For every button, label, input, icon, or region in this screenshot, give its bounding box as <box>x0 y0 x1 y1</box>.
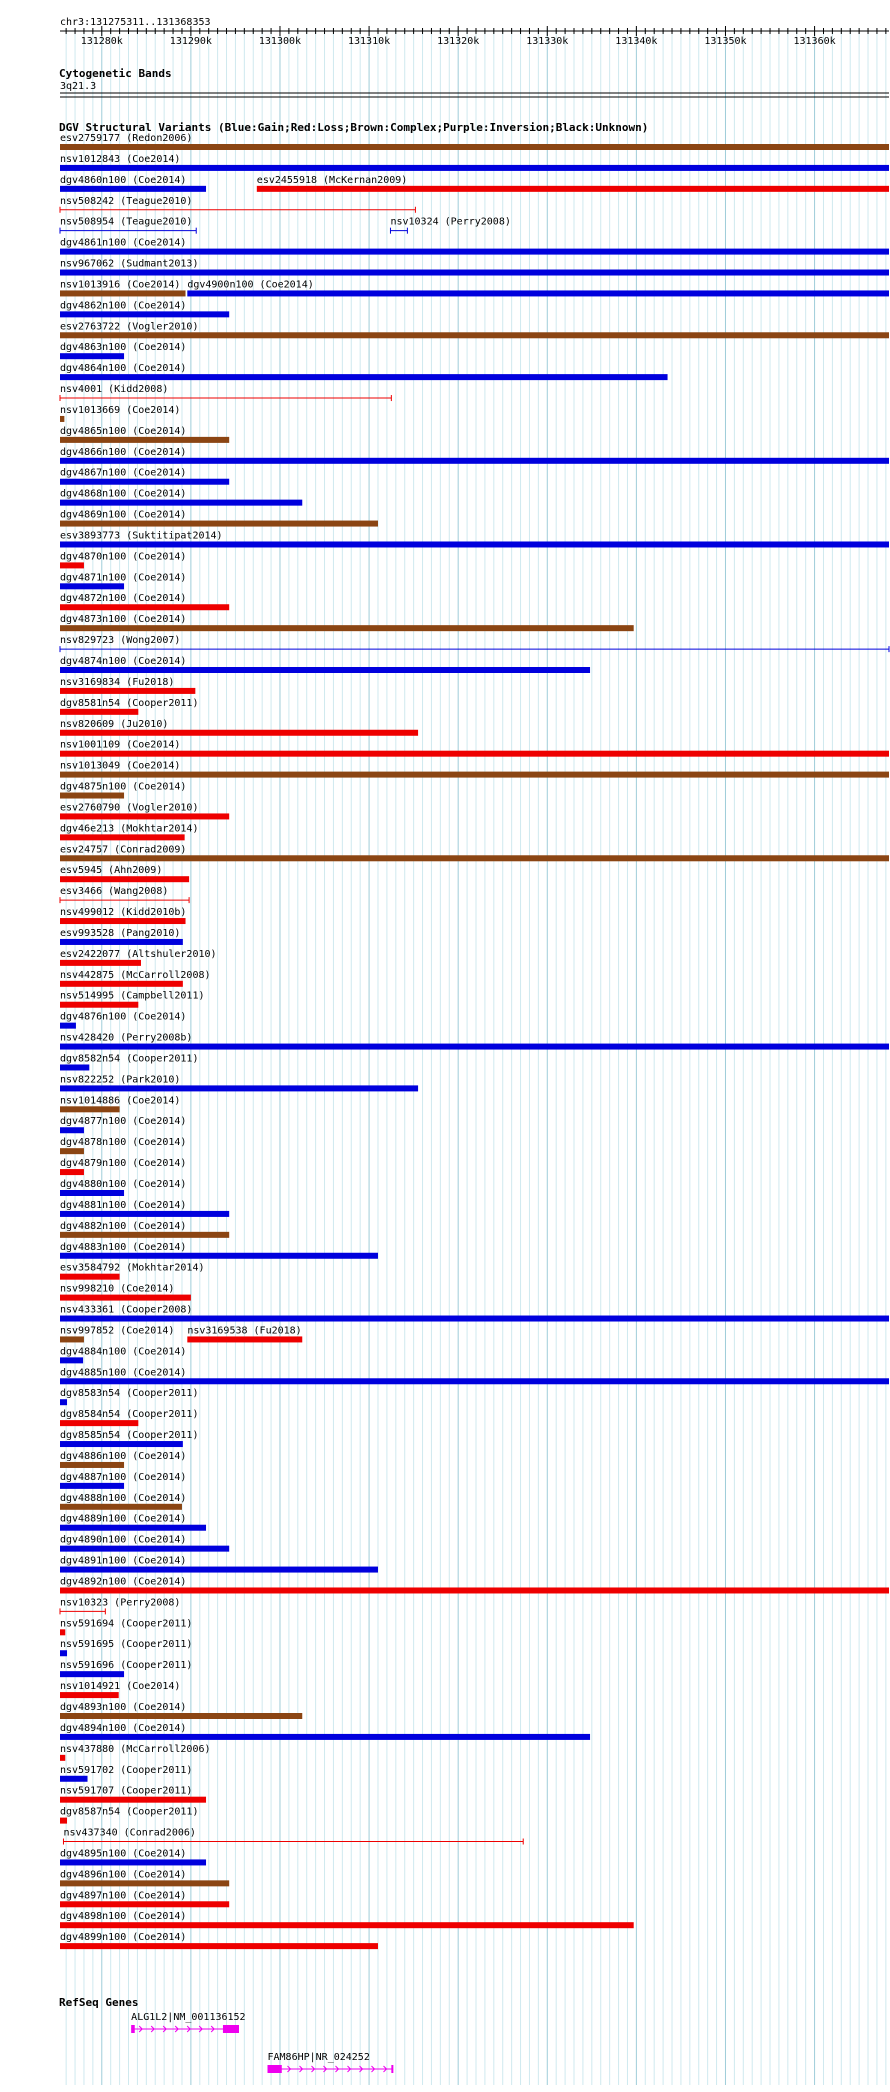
variant-label: dgv4883n100 (Coe2014) <box>60 1241 187 1253</box>
variant-label: dgv4866n100 (Coe2014) <box>60 446 187 458</box>
variant-bar <box>60 772 889 778</box>
variant-label: dgv4880n100 (Coe2014) <box>60 1179 187 1190</box>
variant-label: nsv1014886 (Coe2014) <box>60 1095 181 1107</box>
variant-label: dgv4893n100 (Coe2014) <box>60 1702 187 1713</box>
variant-bar <box>60 918 186 924</box>
variant-feature[interactable] <box>60 1890 229 1907</box>
variant-feature[interactable] <box>60 1388 198 1405</box>
variant-label: esv2760790 (Vogler2010) <box>60 802 199 814</box>
variant-label: dgv4876n100 (Coe2014) <box>60 1011 187 1023</box>
variant-feature[interactable] <box>60 1158 186 1175</box>
variant-feature[interactable] <box>60 133 889 150</box>
variant-feature[interactable] <box>60 1284 191 1301</box>
variant-label: nsv433361 (Cooper2008) <box>60 1304 193 1316</box>
variant-feature[interactable] <box>60 1325 174 1342</box>
variant-feature[interactable] <box>60 342 186 359</box>
variant-feature[interactable] <box>390 217 510 234</box>
gene-label: ALG1L2|NM_001136152 <box>131 2012 246 2023</box>
variant-feature[interactable] <box>60 1493 186 1510</box>
variant-label: nsv820609 (Ju2010) <box>60 718 169 730</box>
variant-feature[interactable] <box>60 740 889 757</box>
variant-label: nsv829723 (Wong2007) <box>60 635 181 647</box>
variant-bar <box>60 1274 120 1280</box>
variant-bar <box>60 458 889 464</box>
variant-bar <box>60 1190 124 1196</box>
variant-feature[interactable] <box>60 782 186 799</box>
variant-bar <box>60 562 84 568</box>
variant-label: esv3893773 (Suktitipat2014) <box>60 530 223 542</box>
variant-label: dgv4862n100 (Coe2014) <box>60 300 187 312</box>
variant-label: nsv1013669 (Coe2014) <box>60 404 181 416</box>
variant-bar <box>60 1169 84 1175</box>
variant-label: dgv4896n100 (Coe2014) <box>60 1869 187 1881</box>
gene-feature[interactable] <box>268 2052 394 2073</box>
variant-bar <box>60 374 668 380</box>
variant-label: dgv4897n100 (Coe2014) <box>60 1890 187 1902</box>
variant-bar <box>60 960 141 966</box>
variant-label: esv24757 (Conrad2009) <box>60 844 187 856</box>
region-label: chr3:131275311..131368353 <box>60 17 211 28</box>
variant-feature[interactable] <box>60 761 889 778</box>
variant-feature[interactable] <box>60 279 186 296</box>
variant-label: nsv591696 (Cooper2011) <box>60 1660 193 1672</box>
variant-label: nsv967062 (Sudmant2013) <box>60 258 199 270</box>
variant-bar <box>60 1044 889 1050</box>
variant-label: dgv4898n100 (Coe2014) <box>60 1911 187 1923</box>
variant-bar <box>60 1734 590 1740</box>
variant-feature[interactable] <box>60 1346 186 1363</box>
variant-feature[interactable] <box>60 1869 229 1886</box>
variant-label: dgv4895n100 (Coe2014) <box>60 1848 187 1860</box>
variant-label: nsv1013916 (Coe2014) <box>60 279 181 291</box>
variant-feature[interactable] <box>60 677 195 694</box>
variant-bar <box>60 1629 65 1635</box>
variant-bar <box>60 981 183 987</box>
variant-label: nsv1013049 (Coe2014) <box>60 760 181 772</box>
variant-bar <box>60 793 124 799</box>
variant-label: dgv4894n100 (Coe2014) <box>60 1722 187 1734</box>
variant-feature[interactable] <box>63 1828 523 1845</box>
variant-bar <box>60 1253 378 1259</box>
variant-label: dgv4890n100 (Coe2014) <box>60 1534 187 1546</box>
variant-bar <box>60 813 229 819</box>
variant-label: dgv4877n100 (Coe2014) <box>60 1116 187 1128</box>
ruler-tick-label: 131300k <box>258 36 302 47</box>
variant-bar <box>60 1399 67 1405</box>
variant-bar <box>60 1002 138 1008</box>
variant-label: dgv4879n100 (Coe2014) <box>60 1158 187 1170</box>
variant-bar <box>60 1336 84 1342</box>
variant-label: esv2455918 (McKernan2009) <box>256 174 408 186</box>
variant-feature[interactable] <box>60 1807 198 1824</box>
gene-exon <box>268 2065 282 2073</box>
variant-label: nsv10323 (Perry2008) <box>60 1597 181 1609</box>
ruler-tick-label: 131360k <box>793 36 836 47</box>
variant-bar <box>60 583 124 589</box>
variant-bar <box>60 1483 124 1489</box>
variant-bar <box>60 667 590 673</box>
variant-label: nsv3169538 (Fu2018) <box>187 1325 302 1337</box>
variant-label: esv993528 (Pang2010) <box>60 927 181 939</box>
variant-feature[interactable] <box>60 259 889 276</box>
variant-feature[interactable] <box>60 844 889 861</box>
variant-label: dgv4873n100 (Coe2014) <box>60 614 187 626</box>
gene-feature[interactable] <box>131 2012 245 2033</box>
variant-label: dgv4884n100 (Coe2014) <box>60 1346 187 1358</box>
variant-label: nsv437880 (McCarroll2006) <box>60 1743 211 1755</box>
variant-label: dgv4892n100 (Coe2014) <box>60 1576 187 1588</box>
variant-feature[interactable] <box>60 530 889 547</box>
variant-feature[interactable] <box>60 1221 229 1238</box>
variant-feature[interactable] <box>60 551 186 568</box>
variant-feature[interactable] <box>60 1033 889 1050</box>
variant-label: esv2422077 (Altshuler2010) <box>60 948 217 960</box>
variant-label: nsv822252 (Park2010) <box>60 1074 181 1086</box>
variant-bar <box>60 1818 67 1824</box>
variant-label: nsv4001 (Kidd2008) <box>60 384 169 396</box>
variant-feature[interactable] <box>60 635 889 652</box>
variant-feature[interactable] <box>60 1744 211 1761</box>
variant-feature[interactable] <box>60 510 378 527</box>
variant-label: dgv4867n100 (Coe2014) <box>60 467 187 479</box>
variant-label: nsv514995 (Campbell2011) <box>60 990 205 1002</box>
variant-bar <box>60 1504 182 1510</box>
variant-bar <box>60 270 889 276</box>
variant-bar <box>60 1106 120 1112</box>
variant-feature[interactable] <box>60 802 229 819</box>
variant-feature[interactable] <box>60 196 415 213</box>
variant-feature[interactable] <box>60 1576 889 1593</box>
variant-label: dgv4885n100 (Coe2014) <box>60 1367 187 1379</box>
variant-feature[interactable] <box>60 928 183 945</box>
variant-bar <box>60 1148 84 1154</box>
variant-feature[interactable] <box>60 1932 378 1949</box>
variant-bar <box>60 939 183 945</box>
variant-label: esv3584792 (Mokhtar2014) <box>60 1262 205 1274</box>
variant-feature[interactable] <box>60 1451 186 1468</box>
variant-feature[interactable] <box>60 300 229 317</box>
variant-feature[interactable] <box>60 949 217 966</box>
ruler-tick-label: 131280k <box>80 36 123 47</box>
variant-bar <box>60 541 889 547</box>
variant-feature[interactable] <box>60 1367 889 1384</box>
variant-bar <box>60 165 889 171</box>
variant-label: dgv4891n100 (Coe2014) <box>60 1555 187 1567</box>
variant-bar <box>60 1211 229 1217</box>
variant-feature[interactable] <box>60 698 198 715</box>
variant-bar <box>60 1232 229 1238</box>
variant-feature[interactable] <box>60 1053 198 1070</box>
variant-bar <box>60 834 185 840</box>
variant-label: nsv442875 (McCarroll2008) <box>60 969 211 981</box>
variant-feature[interactable] <box>60 217 196 234</box>
variant-feature[interactable] <box>60 593 229 610</box>
cytoband-track-title: Cytogenetic Bands <box>59 67 172 80</box>
variant-label: dgv4888n100 (Coe2014) <box>60 1492 187 1504</box>
variant-label: dgv4868n100 (Coe2014) <box>60 488 187 500</box>
ruler-tick-label: 131340k <box>615 36 658 47</box>
dgv-track <box>60 133 889 1949</box>
variant-feature[interactable] <box>60 1681 180 1698</box>
variant-bar <box>60 1587 889 1593</box>
variant-feature[interactable] <box>60 468 229 485</box>
variant-bar <box>60 416 64 422</box>
variant-bar <box>60 625 634 631</box>
variant-label: dgv8581n54 (Cooper2011) <box>60 697 199 709</box>
variant-bar <box>60 437 229 443</box>
variant-label: dgv4882n100 (Coe2014) <box>60 1220 187 1232</box>
variant-label: dgv4886n100 (Coe2014) <box>60 1450 187 1462</box>
variant-feature[interactable] <box>60 1012 186 1029</box>
variant-label: dgv8583n54 (Cooper2011) <box>60 1388 199 1400</box>
variant-feature[interactable] <box>60 1305 889 1322</box>
variant-feature[interactable] <box>60 405 180 422</box>
variant-feature[interactable] <box>60 363 668 380</box>
refseq-track-title: RefSeq Genes <box>59 1996 139 2009</box>
variant-label: dgv4878n100 (Coe2014) <box>60 1137 187 1149</box>
cytoband-label: 3q21.3 <box>60 81 97 92</box>
variant-feature[interactable] <box>257 175 889 192</box>
variant-bar <box>60 1441 183 1447</box>
variant-feature[interactable] <box>60 1848 206 1865</box>
variant-label: nsv437340 (Conrad2006) <box>63 1827 196 1839</box>
variant-bar <box>60 1064 89 1070</box>
variant-bar <box>60 604 229 610</box>
gene-label: FAM86HP|NR_024252 <box>267 2052 370 2063</box>
variant-bar <box>60 249 889 255</box>
variant-label: nsv1012843 (Coe2014) <box>60 153 181 165</box>
variant-bar <box>60 1127 84 1133</box>
variant-feature[interactable] <box>60 1430 198 1447</box>
variant-label: nsv591702 (Cooper2011) <box>60 1764 193 1776</box>
variant-feature[interactable] <box>60 1179 186 1196</box>
variant-feature[interactable] <box>60 489 302 506</box>
variant-label: dgv4865n100 (Coe2014) <box>60 425 187 437</box>
variant-bar <box>60 709 138 715</box>
variant-label: esv5945 (Ahn2009) <box>60 865 163 877</box>
variant-bar <box>187 290 889 296</box>
variant-feature[interactable] <box>60 1200 229 1217</box>
variant-bar <box>60 500 302 506</box>
variant-bar <box>60 353 124 359</box>
variant-bar <box>60 1671 124 1677</box>
variant-label: nsv1001109 (Coe2014) <box>60 739 181 751</box>
variant-feature[interactable] <box>60 1472 186 1489</box>
variant-feature[interactable] <box>60 1535 229 1552</box>
variant-label: dgv4863n100 (Coe2014) <box>60 342 187 354</box>
variant-bar <box>60 332 889 338</box>
variant-bar <box>60 1943 378 1949</box>
variant-label: esv2763722 (Vogler2010) <box>60 321 199 333</box>
variant-feature[interactable] <box>60 1137 186 1154</box>
variant-label: nsv428420 (Perry2008b) <box>60 1032 193 1044</box>
variant-label: dgv4871n100 (Coe2014) <box>60 572 187 584</box>
variant-feature[interactable] <box>60 1556 378 1573</box>
variant-label: dgv4889n100 (Coe2014) <box>60 1513 187 1525</box>
variant-label: esv2759177 (Redon2006) <box>60 133 193 144</box>
variant-bar <box>60 1378 889 1384</box>
variant-label: dgv8587n54 (Cooper2011) <box>60 1806 199 1818</box>
variant-bar <box>60 855 889 861</box>
variant-label: dgv4861n100 (Coe2014) <box>60 237 187 249</box>
variant-feature[interactable] <box>60 426 229 443</box>
variant-bar <box>60 1859 206 1865</box>
variant-label: nsv591694 (Cooper2011) <box>60 1618 193 1630</box>
variant-label: dgv4875n100 (Coe2014) <box>60 781 187 793</box>
variant-label: dgv46e213 (Mokhtar2014) <box>60 823 199 835</box>
ruler-tick-label: 131330k <box>526 36 569 47</box>
variant-label: nsv499012 (Kidd2010b) <box>60 907 187 919</box>
variant-bar <box>60 1023 76 1029</box>
variant-label: nsv997852 (Coe2014) <box>60 1325 175 1337</box>
variant-label: dgv8582n54 (Cooper2011) <box>60 1053 199 1065</box>
variant-label: dgv4870n100 (Coe2014) <box>60 551 187 563</box>
variant-feature[interactable] <box>60 970 211 987</box>
variant-label: dgv4899n100 (Coe2014) <box>60 1932 187 1944</box>
variant-bar <box>60 1546 229 1552</box>
variant-label: dgv8584n54 (Cooper2011) <box>60 1409 199 1421</box>
variant-bar <box>60 1692 119 1698</box>
variant-bar <box>60 1713 302 1719</box>
variant-bar <box>60 1295 191 1301</box>
variant-feature[interactable] <box>60 1786 206 1803</box>
variant-feature[interactable] <box>60 1409 198 1426</box>
variant-bar <box>60 730 418 736</box>
variant-bar <box>60 688 195 694</box>
variant-bar <box>60 1797 206 1803</box>
variant-bar <box>60 1901 229 1907</box>
variant-bar <box>187 1336 302 1342</box>
variant-feature[interactable] <box>60 719 418 736</box>
dgv-track-title: DGV Structural Variants (Blue:Gain;Red:Loss;Brown:Complex;Purple:Inversion;Black:Unknown) <box>59 121 649 134</box>
variant-bar <box>60 479 229 485</box>
variant-bar <box>60 1357 83 1363</box>
ruler-tick-label: 131290k <box>169 36 212 47</box>
variant-feature[interactable] <box>60 886 189 903</box>
variant-label: dgv4900n100 (Coe2014) <box>187 279 314 291</box>
variant-label: dgv4869n100 (Coe2014) <box>60 509 187 521</box>
variant-bar <box>60 1776 88 1782</box>
variant-label: nsv591707 (Cooper2011) <box>60 1785 193 1797</box>
variant-bar <box>60 1880 229 1886</box>
variant-label: nsv998210 (Coe2014) <box>60 1283 175 1295</box>
variant-bar <box>60 1567 378 1573</box>
variant-bar <box>60 876 189 882</box>
ruler <box>60 26 889 47</box>
variant-label: dgv4881n100 (Coe2014) <box>60 1199 187 1211</box>
variant-feature[interactable] <box>60 1116 186 1133</box>
variant-feature[interactable] <box>60 572 186 589</box>
variant-label: nsv508954 (Teague2010) <box>60 216 193 228</box>
variant-bar <box>60 311 229 317</box>
variant-feature[interactable] <box>60 1597 180 1614</box>
variant-label: nsv1014921 (Coe2014) <box>60 1681 181 1693</box>
variant-feature[interactable] <box>60 823 198 840</box>
variant-feature[interactable] <box>60 1095 180 1112</box>
variant-feature[interactable] <box>60 1074 418 1091</box>
variant-feature[interactable] <box>60 238 889 255</box>
variant-bar <box>60 186 206 192</box>
variant-bar <box>60 1755 65 1761</box>
variant-feature[interactable] <box>60 447 889 464</box>
variant-feature[interactable] <box>60 1514 206 1531</box>
variant-feature[interactable] <box>60 907 186 924</box>
variant-label: esv3466 (Wang2008) <box>60 886 169 898</box>
variant-feature[interactable] <box>60 384 391 401</box>
gene-exon <box>223 2025 239 2033</box>
variant-label: nsv3169834 (Fu2018) <box>60 676 175 688</box>
variant-bar <box>60 1922 634 1928</box>
variant-bar <box>60 751 889 757</box>
variant-feature[interactable] <box>60 154 889 171</box>
gene-exon <box>131 2025 135 2033</box>
variant-label: dgv4860n100 (Coe2014) <box>60 174 187 186</box>
variant-bar <box>257 186 889 192</box>
variant-feature[interactable] <box>60 1242 378 1259</box>
variant-label: nsv508242 (Teague2010) <box>60 195 193 207</box>
variant-bar <box>60 521 378 527</box>
ruler-tick-label: 131310k <box>347 36 391 47</box>
gene-exon <box>391 2065 393 2073</box>
variant-bar <box>60 1420 138 1426</box>
variant-label: dgv4872n100 (Coe2014) <box>60 593 187 605</box>
variant-bar <box>60 1085 418 1091</box>
ruler-tick-label: 131320k <box>437 36 480 47</box>
variant-bar <box>60 1650 67 1656</box>
variant-feature[interactable] <box>60 321 889 338</box>
variant-bar <box>60 144 889 150</box>
variant-bar <box>60 1462 124 1468</box>
variant-label: dgv8585n54 (Cooper2011) <box>60 1430 199 1442</box>
variant-label: nsv10324 (Perry2008) <box>390 216 511 228</box>
variant-feature[interactable] <box>60 865 189 882</box>
variant-bar <box>60 1316 889 1322</box>
variant-label: dgv4887n100 (Coe2014) <box>60 1471 187 1483</box>
variant-bar <box>60 290 186 296</box>
ruler-tick-label: 131350k <box>704 36 747 47</box>
variant-feature[interactable] <box>60 991 205 1008</box>
variant-feature[interactable] <box>60 1263 205 1280</box>
variant-bar <box>60 1525 206 1531</box>
variant-feature[interactable] <box>60 1702 302 1719</box>
variant-label: nsv591695 (Cooper2011) <box>60 1639 193 1651</box>
variant-label: dgv4874n100 (Coe2014) <box>60 656 187 667</box>
variant-label: dgv4864n100 (Coe2014) <box>60 363 187 375</box>
variant-feature[interactable] <box>60 175 206 192</box>
variant-feature[interactable] <box>187 1325 302 1342</box>
